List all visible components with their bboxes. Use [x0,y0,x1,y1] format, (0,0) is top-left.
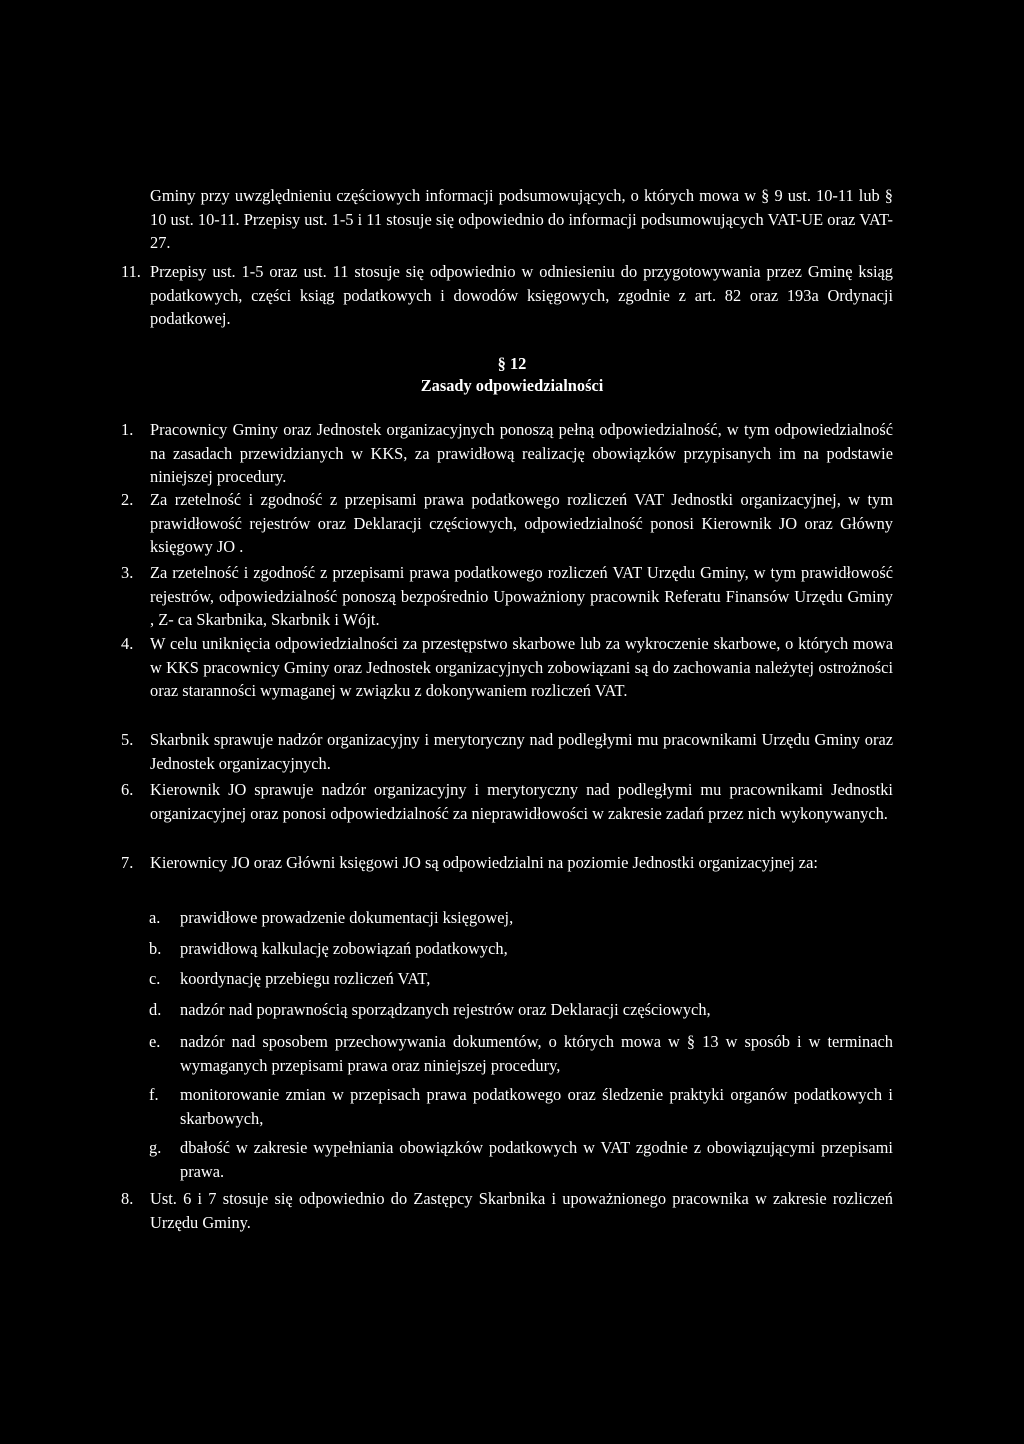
sub-item-text: prawidłowe prowadzenie dokumentacji księgowej, [180,908,514,927]
sub-item-text: prawidłową kalkulację zobowiązań podatkowych, [180,939,508,958]
sub-item-f [149,1083,893,1130]
item-number: 6. [121,780,134,799]
list-item-8 [121,1187,893,1234]
list-item-3 [121,561,893,632]
item-text: W celu uniknięcia odpowiedzialności za przestępstwo skarbowe lub za wykroczenie skarbowe, o których mowa w KKS pracownicy Gminy oraz Jednostek organizacyjnych zobowiązani są do zachowania należytej ostrożności oraz staranności wymaganej w związku z dokonywaniem rozliczeń VAT. [150,634,893,700]
sub-item-letter: g. [149,1138,162,1157]
section-number: § 12 [497,354,527,373]
sub-item-letter: d. [149,1000,162,1019]
sub-item-e [149,1030,893,1077]
list-item-1 [121,418,893,489]
item-number: 3. [121,563,134,582]
item-text: Skarbnik sprawuje nadzór organizacyjny i merytoryczny nad podległymi mu pracownikami Urzędu Gminy oraz Jednostek organizacyjnych. [150,730,893,773]
sub-item-text: dbałość w zakresie wypełniania obowiązków podatkowych w VAT zgodnie z obowiązującymi przepisami prawa. [180,1138,893,1181]
item-text: Za rzetelność i zgodność z przepisami prawa podatkowego rozliczeń VAT Jednostki organizacyjnej, w tym prawidłowość rejestrów oraz Deklaracji częściowych, odpowiedzialność ponosi Kierownik JO oraz Główny księgowy JO . [150,490,893,556]
item-text: Za rzetelność i zgodność z przepisami prawa podatkowego rozliczeń VAT Urzędu Gminy, w tym prawidłowość rejestrów, odpowiedzialność ponoszą bezpośrednio Upoważniony pracownik Referatu Finansów Urzędu Gminy , Z- ca Skarbnika, Skarbnik i Wójt. [150,563,893,629]
sub-item-letter: f. [149,1085,159,1104]
item-number: 8. [121,1189,134,1208]
list-item-2 [121,488,893,559]
sub-item-b [149,937,893,961]
item-number: 11. [121,262,141,281]
item-number: 4. [121,634,134,653]
item-text: Przepisy ust. 1-5 oraz ust. 11 stosuje się odpowiednio w odniesieniu do przygotowywania przez Gminę ksiąg podatkowych, części ksiąg podatkowych i dowodów księgowych, zgodnie z art. 82 oraz 193a Ordynacji podatkowej. [150,262,893,328]
sub-item-text: nadzór nad poprawnością sporządzanych rejestrów oraz Deklaracji częściowych, [180,1000,711,1019]
sub-item-text: nadzór nad sposobem przechowywania dokumentów, o których mowa w § 13 w sposób i w terminach wymaganych przepisami prawa oraz niniejszej procedury, [180,1032,893,1075]
item-text: Pracownicy Gminy oraz Jednostek organizacyjnych ponoszą pełną odpowiedzialność, w tym odpowiedzialność na zasadach przewidzianych w KKS, za prawidłową realizację obowiązków przypisanych im na podstawie niniejszej procedury. [150,420,893,486]
list-item-4 [121,632,893,703]
item-text: Kierownicy JO oraz Główni księgowi JO są odpowiedzialni na poziomie Jednostki organizacyjnej za: [150,853,818,872]
sub-item-a [149,906,893,930]
list-item-7 [121,851,893,875]
item-text: Kierownik JO sprawuje nadzór organizacyjny i merytoryczny nad podległymi mu pracownikami Jednostki organizacyjnej oraz ponosi odpowiedzialność za nieprawidłowości w zakresie zadań przez nich wykonywanych. [150,780,893,823]
sub-item-d [149,998,893,1022]
sub-item-letter: e. [149,1032,161,1051]
sub-item-letter: c. [149,969,161,988]
item-number: 5. [121,730,134,749]
item-number: 2. [121,490,134,509]
sub-item-text: monitorowanie zmian w przepisach prawa podatkowego oraz śledzenie praktyki organów podatkowych i skarbowych, [180,1085,893,1128]
item-text: Ust. 6 i 7 stosuje się odpowiednio do Zastępcy Skarbnika i upoważnionego pracownika w zakresie rozliczeń Urzędu Gminy. [150,1189,893,1232]
list-item-5 [121,728,893,775]
sub-item-g [149,1136,893,1183]
intro-paragraph: Gminy przy uwzględnieniu częściowych informacji podsumowujących, o których mowa w § 9 ust. 10-11 lub § 10 ust. 10-11. Przepisy ust. 1-5 i 11 stosuje się odpowiednio do informacji podsumowujących VAT-UE oraz VAT-27. [150,186,893,252]
sub-item-text: koordynację przebiegu rozliczeń VAT, [180,969,431,988]
section-title: Zasady odpowiedzialności [420,376,604,395]
list-item-11 [121,260,893,331]
item-number: 7. [121,853,134,872]
list-item-6 [121,778,893,825]
sub-item-letter: a. [149,908,161,927]
item-number: 1. [121,420,134,439]
sub-item-letter: b. [149,939,162,958]
sub-item-c [149,967,893,991]
